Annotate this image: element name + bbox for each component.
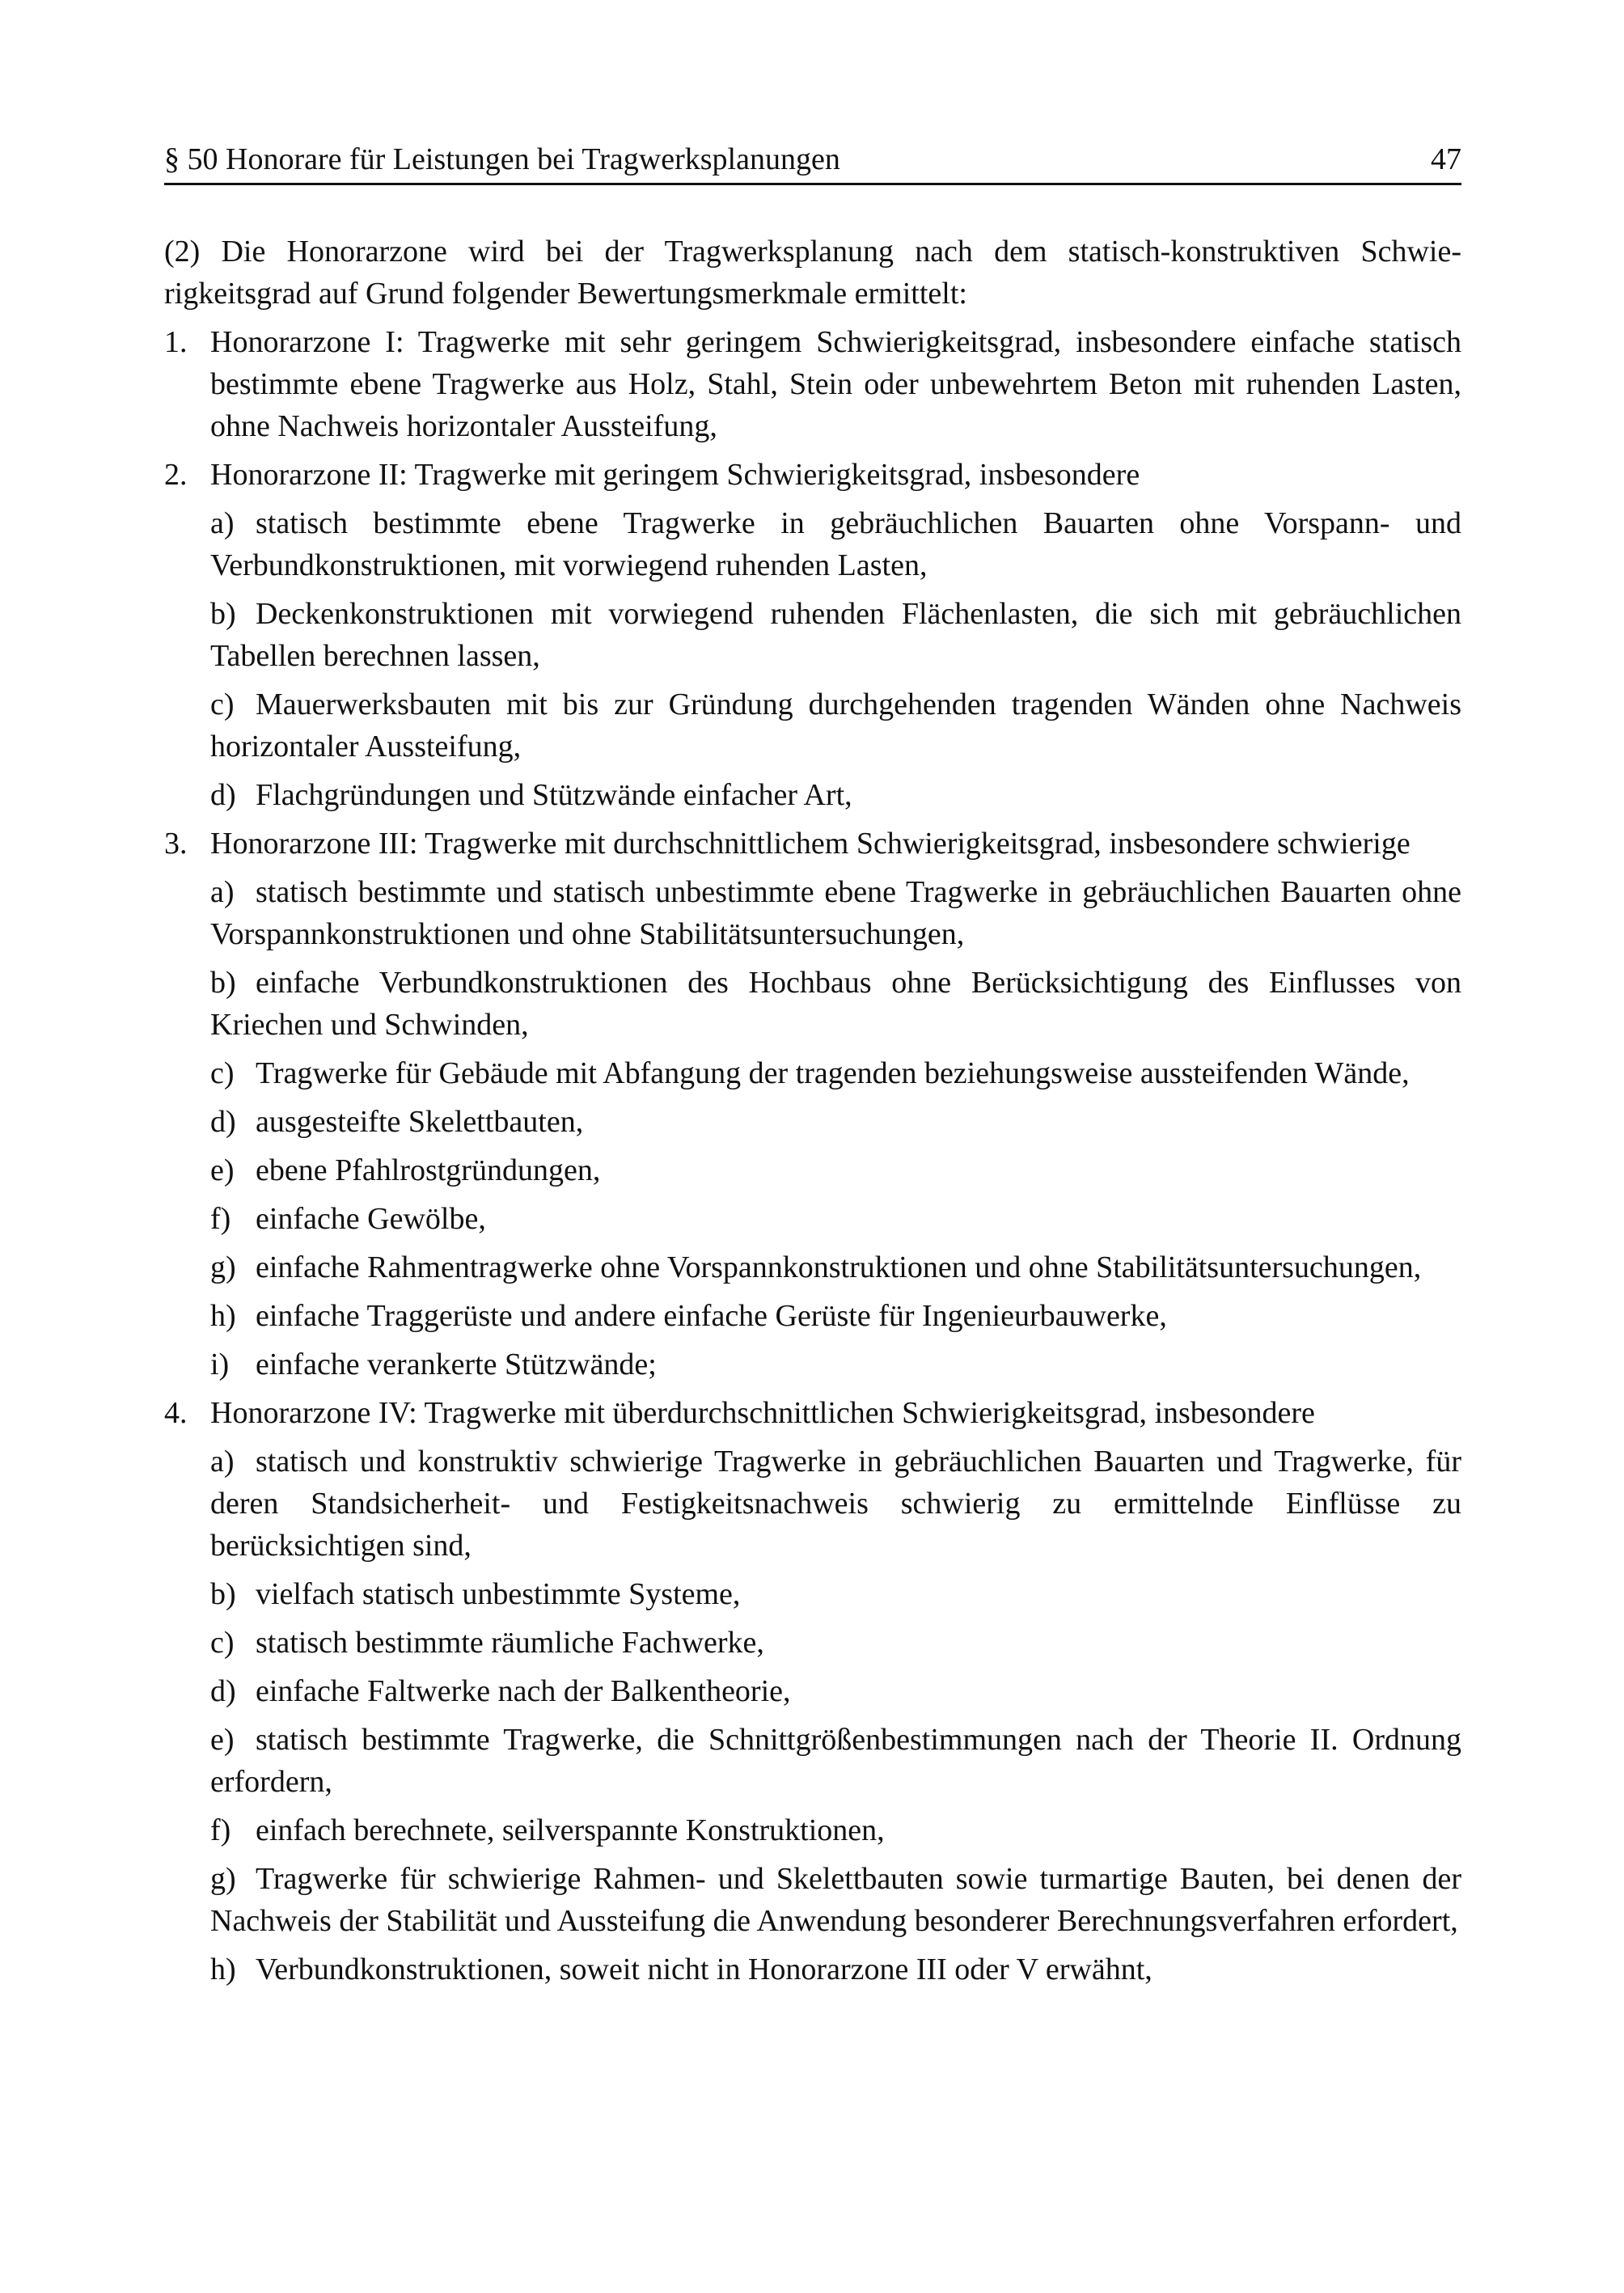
sub-item	[210, 774, 1461, 816]
sub-item-text: Verbundkonstruktionen, soweit nicht in Honorarzone III oder V erwähnt,	[256, 1952, 1152, 1986]
sub-item-letter: c)	[210, 1626, 235, 1660]
sub-item-letter: g)	[210, 1862, 236, 1896]
sub-item-letter: h)	[210, 1299, 236, 1333]
sub-item	[210, 1809, 1461, 1851]
sub-item	[210, 1441, 1461, 1567]
sub-item	[210, 1295, 1461, 1337]
sub-item-text: Tragwerke für schwierige Rahmen- und Skelettbauten sowie turmartige Bauten, bei denen der Nachweis der Stabilität und Aussteifung die Anwendung besonderer Berechnungsverfahren erfordert,	[210, 1862, 1461, 1938]
sub-item	[210, 1149, 1461, 1191]
sub-item-text: ebene Pfahlrostgründungen,	[256, 1153, 601, 1187]
sub-item-letter: g)	[210, 1250, 236, 1284]
sub-item-text: statisch bestimmte ebene Tragwerke in gebräuchlichen Bauarten ohne Vorspann- und Verbundkonstruktionen, mit vorwiegend ruhenden Lasten,	[210, 506, 1461, 582]
enumerated-list	[164, 321, 1461, 1991]
sub-item	[210, 1343, 1461, 1386]
list-item-text: Honorarzone I: Tragwerke mit sehr geringem Schwierigkeitsgrad, insbesondere einfache statisch bestimmte ebene Tragwerke aus Holz, Stahl, Stein oder unbewehrtem Beton mit ruhenden Lasten, ohne Nachweis horizontaler Aussteifung,	[210, 325, 1461, 443]
list-item-number: 3.	[164, 827, 188, 861]
sub-item-letter: e)	[210, 1153, 235, 1187]
sub-item-letter: a)	[210, 1445, 235, 1479]
sub-item	[210, 1573, 1461, 1615]
sub-item-text: Flachgründungen und Stützwände einfacher Art,	[256, 778, 852, 812]
sub-item	[210, 1198, 1461, 1240]
page-header	[164, 136, 1461, 185]
running-title: § 50 Honorare für Leistungen bei Tragwerksplanungen	[164, 142, 840, 176]
sub-item-letter: h)	[210, 1952, 236, 1986]
sub-item-text: statisch bestimmte räumliche Fachwerke,	[256, 1626, 764, 1660]
list-item-number: 2.	[164, 458, 188, 492]
sub-item-text: einfache Traggerüste und andere einfache Gerüste für Ingenieurbauwerke,	[256, 1299, 1167, 1333]
sub-item-letter: c)	[210, 1056, 235, 1090]
list-item-text: Honorarzone II: Tragwerke mit geringem Schwierigkeitsgrad, insbesondere	[210, 458, 1140, 492]
sub-item-letter: d)	[210, 1674, 236, 1708]
sub-item	[210, 593, 1461, 677]
sub-item-text: einfache Gewölbe,	[256, 1202, 486, 1236]
list-item-text: Honorarzone IV: Tragwerke mit überdurchschnittlichen Schwierigkeitsgrad, insbesondere	[210, 1396, 1315, 1430]
sub-item-letter: b)	[210, 1577, 236, 1611]
sub-item	[210, 1101, 1461, 1143]
sub-item-letter: a)	[210, 506, 235, 540]
sub-item-letter: d)	[210, 778, 236, 812]
sub-item	[210, 962, 1461, 1046]
sub-item-letter: f)	[210, 1202, 231, 1236]
sub-item	[210, 871, 1461, 955]
sub-item-text: vielfach statisch unbestimmte Systeme,	[256, 1577, 741, 1611]
document-body	[164, 231, 1461, 1997]
sub-item-text: Mauerwerksbauten mit bis zur Gründung durchgehenden tragenden Wänden ohne Nachweis horizontaler Aussteifung,	[210, 687, 1461, 764]
intro-paragraph: (2) Die Honorarzone wird bei der Tragwerksplanung nach dem statisch-konstruktiven Schwierigkeitsgrad auf Grund folgender Bewertungsmerkmale ermittelt:	[164, 235, 1461, 311]
list-item	[164, 1392, 1461, 1991]
list-item-text: Honorarzone III: Tragwerke mit durchschnittlichem Schwierigkeitsgrad, insbesondere schwierige	[210, 827, 1410, 861]
sub-item-text: einfache verankerte Stützwände;	[256, 1347, 657, 1381]
list-item	[164, 823, 1461, 1386]
sub-item-text: statisch und konstruktiv schwierige Tragwerke in gebräuchlichen Bauarten und Tragwerke, für deren Standsicherheit- und Festigkeitsnachweis schwierig zu ermittelnde Einflüsse zu berücksichtigen sind,	[210, 1445, 1461, 1563]
sub-item	[210, 502, 1461, 586]
sub-item-letter: c)	[210, 687, 235, 721]
sub-item-text: statisch bestimmte und statisch unbestimmte ebene Tragwerke in gebräuchlichen Bauarten ohne Vorspannkonstruktionen und ohne Stabilitätsuntersuchungen,	[210, 875, 1461, 951]
sub-item	[210, 1670, 1461, 1712]
sub-item	[210, 1622, 1461, 1664]
sub-item	[210, 1052, 1461, 1094]
sub-item-text: statisch bestimmte Tragwerke, die Schnittgrößenbestimmungen nach der Theorie II. Ordnung erfordern,	[210, 1723, 1461, 1799]
sub-item	[210, 1948, 1461, 1991]
sub-item-letter: e)	[210, 1723, 235, 1757]
list-item	[164, 321, 1461, 447]
sub-item-text: einfach berechnete, seilverspannte Konstruktionen,	[256, 1813, 885, 1847]
sub-item-letter: f)	[210, 1813, 231, 1847]
sub-item-letter: i)	[210, 1347, 230, 1381]
sub-item	[210, 1246, 1461, 1288]
sub-item-letter: b)	[210, 966, 236, 1000]
page-number: 47	[1431, 142, 1461, 176]
sub-item	[210, 1719, 1461, 1803]
sub-item-text: ausgesteifte Skelettbauten,	[256, 1105, 584, 1139]
sub-item	[210, 1858, 1461, 1942]
sub-item-text: einfache Faltwerke nach der Balkentheorie,	[256, 1674, 791, 1708]
sub-item-letter: a)	[210, 875, 235, 909]
sub-item-text: Tragwerke für Gebäude mit Abfangung der tragenden beziehungsweise aussteifenden Wände,	[256, 1056, 1410, 1090]
sub-item-text: einfache Rahmentragwerke ohne Vorspannkonstruktionen und ohne Stabilitätsuntersuchungen,	[256, 1250, 1422, 1284]
list-item-number: 1.	[164, 325, 188, 359]
sub-item	[210, 683, 1461, 768]
sub-item-letter: d)	[210, 1105, 236, 1139]
list-item	[164, 454, 1461, 816]
sub-item-text: Deckenkonstruktionen mit vorwiegend ruhenden Flächenlasten, die sich mit gebräuchlichen Tabellen berechnen lassen,	[210, 597, 1461, 673]
list-item-number: 4.	[164, 1396, 188, 1430]
sub-item-text: einfache Verbundkonstruktionen des Hochbaus ohne Berücksichtigung des Einflusses von Kriechen und Schwinden,	[210, 966, 1461, 1042]
sub-item-letter: b)	[210, 597, 236, 631]
